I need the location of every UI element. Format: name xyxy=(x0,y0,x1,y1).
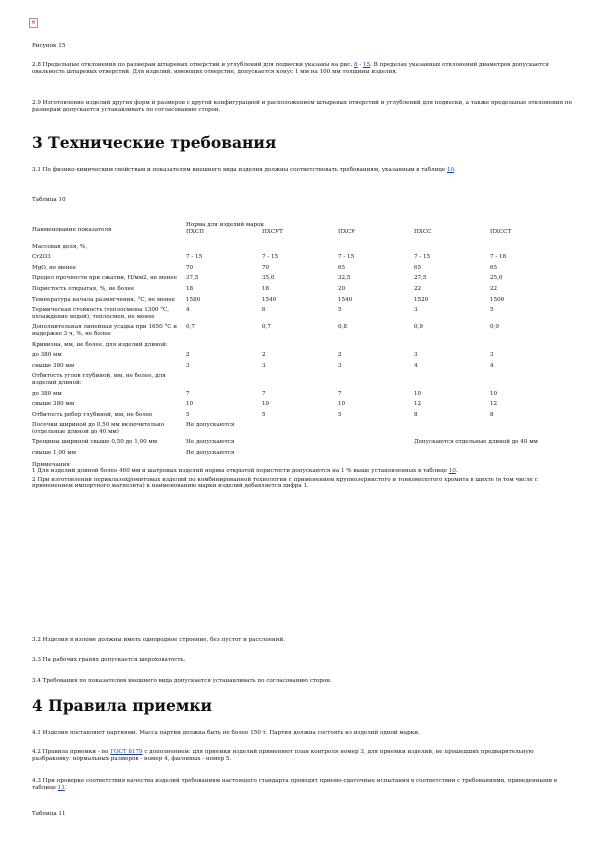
paragraph-3-2: 3.2 Изделия в изломе должны иметь однородное строение, без пустот и расслоений. xyxy=(32,637,285,643)
cell-value: 7 - 15 xyxy=(262,254,279,261)
section-4-heading: 4 Правила приемки xyxy=(32,696,213,715)
cell-value: 5 xyxy=(490,307,494,314)
cell-value: 10 xyxy=(338,401,346,408)
cell-value: 5 xyxy=(338,411,342,418)
cell-value: 6 xyxy=(262,307,266,314)
cell-value: 70 xyxy=(186,264,194,271)
table-row xyxy=(32,305,572,322)
cell-value: 65 xyxy=(338,264,346,271)
cell-value: 3 xyxy=(338,362,342,369)
row-label: до 380 мм xyxy=(32,352,62,359)
table-row xyxy=(32,350,572,361)
cell-value: 32,5 xyxy=(338,275,351,282)
cell-value: 27,5 xyxy=(414,275,427,282)
p43-text-a: 4.3 При проверке соответствия качества изделий требованиям настоящего стандарта проводят приемо-сдаточные испытания в соответствии с требованиями, приведенными в таблице xyxy=(32,778,558,792)
cell-value xyxy=(338,242,414,253)
cell-value: 1500 xyxy=(490,296,505,303)
note-1-text: 1 Для изделий длиной более 460 мм и шатровых изделий нормы открытой пористости допускаются на 1 % выше установленных в таблице xyxy=(32,468,449,475)
cell-value: 3 xyxy=(490,352,494,359)
row-label: Температура начала размягчения, °С, не менее xyxy=(32,296,175,303)
cell-value: 2 xyxy=(262,352,266,359)
table-row xyxy=(32,340,572,351)
p43-text-b: . xyxy=(64,785,67,792)
figure-caption: Рисунок 15 xyxy=(32,43,66,49)
cell-value: 0,9 xyxy=(490,324,499,331)
header-indicator-name: Наименование показателя xyxy=(32,227,112,233)
table-row xyxy=(32,371,572,388)
cell-value: 0,8 xyxy=(338,324,347,331)
table-10-caption: Таблица 10 xyxy=(32,197,66,203)
paragraph-4-1: 4.1 Изделия поставляют партиями. Масса партии должна быть не более 150 т. Партия должна состоять из изделий одной марки. xyxy=(32,730,420,736)
note-1-end: . xyxy=(455,468,458,475)
table-row xyxy=(32,410,572,421)
cell-value: 10 xyxy=(490,390,498,397)
row-label: MgO, не менее xyxy=(32,264,76,271)
cell-value xyxy=(262,371,338,388)
cell-value: 25,0 xyxy=(490,275,503,282)
p31-text-a: 3.1 По физико-химическим свойствам и показателям внешнего вида изделия должны соответствовать требованиям, указанным в таблице xyxy=(32,167,447,173)
cell-value: 0,9 xyxy=(414,324,423,331)
p42-text-a: 4.2 Правила приемки - по xyxy=(32,749,111,755)
row-label: свыше 380 мм xyxy=(32,362,75,369)
header-norm: Норма для изделий марок xyxy=(186,222,265,228)
cell-value: 65 xyxy=(414,264,422,271)
note-1 xyxy=(32,468,572,475)
cell-value: 5 xyxy=(186,411,190,418)
cell-value: 70 xyxy=(262,264,270,271)
cell-value: 3 xyxy=(414,307,418,314)
header-mark: ПХССТ xyxy=(490,228,512,235)
link-figure-15[interactable]: 15 xyxy=(362,62,371,68)
table-row xyxy=(32,399,572,410)
cell-value: 4 xyxy=(414,362,418,369)
cell-value xyxy=(490,242,572,253)
p31-text-b: . xyxy=(454,167,456,173)
cell-value: 4 xyxy=(186,307,190,314)
table-10 xyxy=(32,222,572,490)
cell-value: 10 xyxy=(414,390,422,397)
row-label: Посечки шириной до 0,50 мм включительно (отдельные длиной до 40 мм) xyxy=(32,422,165,435)
cell-value: 8 xyxy=(490,411,494,418)
cell-value: 2 xyxy=(338,352,342,359)
paragraph-3-3: 3.3 На рабочих гранях допускается шероховатость. xyxy=(32,657,186,663)
cell-value: 7 - 18 xyxy=(490,254,507,261)
cell-value xyxy=(338,371,414,388)
cell-value: 18 xyxy=(186,285,194,292)
cell-value: 10 xyxy=(186,401,194,408)
link-table-10[interactable]: 10 xyxy=(446,167,455,173)
cell-value: 3 xyxy=(186,362,190,369)
table-row xyxy=(32,284,572,295)
cell-value: 37,5 xyxy=(186,275,199,282)
table-row xyxy=(32,295,572,306)
p28-text-b: - xyxy=(357,62,363,68)
cell-value: 7 - 15 xyxy=(338,254,355,261)
paragraph-2-8 xyxy=(32,62,572,77)
table-row xyxy=(32,273,572,284)
cell-value xyxy=(338,340,414,351)
cell-value: 7 xyxy=(338,390,342,397)
cell-value xyxy=(414,242,490,253)
cell-value: 12 xyxy=(414,401,422,408)
cell-value: 35,0 xyxy=(262,275,275,282)
row-label: Cr2O3 xyxy=(32,254,51,261)
cell-value xyxy=(262,242,338,253)
cell-value: 0,7 xyxy=(186,324,195,331)
broken-image xyxy=(29,18,38,28)
paragraph-4-3 xyxy=(32,778,572,793)
cell-value: 2 xyxy=(186,352,190,359)
cell-value: Допускаются отдельные длиной до 40 мм xyxy=(414,439,538,446)
cell-value: 5 xyxy=(262,411,266,418)
cell-value xyxy=(490,340,572,351)
cell-value: 18 xyxy=(262,285,270,292)
p28-text-a: 2.8 Предельные отклонения по размерам штыревых отверстий и углублений для подвески указаны на рис. xyxy=(32,62,354,68)
cell-value: 1580 xyxy=(186,296,201,303)
row-label: Термическая стойкость (теплосмены 1300 °С, охлаждение водой), теплосмен, не менее xyxy=(32,307,170,320)
cell-value: 1520 xyxy=(414,296,429,303)
cell-value: Не допускаются xyxy=(186,439,235,446)
cell-value xyxy=(490,371,572,388)
cell-value: 4 xyxy=(490,362,494,369)
table-row xyxy=(32,389,572,400)
cell-value: 20 xyxy=(338,285,346,292)
cell-value xyxy=(414,340,490,351)
link-table-10-note[interactable]: 10 xyxy=(448,468,456,475)
notes-title: Примечания xyxy=(32,461,70,468)
table-11-caption: Таблица 11 xyxy=(32,811,66,817)
cell-value: 1540 xyxy=(338,296,353,303)
cell-value xyxy=(186,340,262,351)
header-mark: ПХСП xyxy=(186,228,205,235)
paragraph-2-9: 2.9 Изготовление изделий других форм и размеров с другой конфигурацией и расположением штыревых отверстий и углублений для подвески, а также предельные отклонения по размерам допускается устанавливать по согласованию сторон. xyxy=(32,100,572,114)
section-3-heading: 3 Технические требования xyxy=(32,133,277,152)
table-row xyxy=(32,252,572,263)
cell-value: 8 xyxy=(414,411,418,418)
cell-value xyxy=(262,340,338,351)
cell-value: 7 xyxy=(186,390,190,397)
header-mark: ПХСУТ xyxy=(262,228,283,235)
cell-value: 1540 xyxy=(262,296,277,303)
cell-value: 3 xyxy=(414,352,418,359)
cell-value: 3 xyxy=(262,362,266,369)
table-row xyxy=(32,242,572,253)
row-label: Массовая доля, %, xyxy=(32,243,88,250)
header-mark: ПХСУ xyxy=(338,228,356,235)
link-table-11[interactable]: 11 xyxy=(57,785,65,792)
row-label: Трещины шириной свыше 0,50 до 1,00 мм xyxy=(32,439,158,446)
table-row xyxy=(32,322,572,339)
broken-image-icon: × xyxy=(30,19,37,26)
cell-value: 7 xyxy=(262,390,266,397)
cell-value: 7 - 15 xyxy=(414,254,431,261)
cell-value: 65 xyxy=(490,264,498,271)
table-notes xyxy=(32,459,572,490)
cell-value: 0,7 xyxy=(262,324,271,331)
cell-value: 12 xyxy=(490,401,498,408)
row-label: Отбитость ребер глубиной, мм, не более xyxy=(32,411,153,418)
row-label: до 380 мм xyxy=(32,390,62,397)
cell-value xyxy=(414,371,490,388)
row-label: Пористость открытая, %, не более xyxy=(32,285,135,292)
header-mark: ПХСС xyxy=(414,228,432,235)
paragraph-4-2 xyxy=(32,749,572,764)
cell-value: 5 xyxy=(338,307,342,314)
paragraph-3-1 xyxy=(32,167,572,174)
paragraph-3-4: 3.4 Требования по показателям внешнего вида допускается устанавливать по согласованию сторон. xyxy=(32,678,332,684)
row-label: Дополнительная линейная усадка при 1650 °С и выдержке 3 ч, %, не более xyxy=(32,324,178,337)
cell-value xyxy=(186,242,262,253)
cell-value: Не допускаются xyxy=(186,422,235,429)
cell-value: Не допускаются xyxy=(186,450,235,457)
row-label: Кривизна, мм, не более, для изделий длиной: xyxy=(32,341,168,348)
link-gost-8179[interactable]: ГОСТ 8179 xyxy=(110,749,143,755)
cell-value: 7 - 15 xyxy=(186,254,203,261)
p28-text-c: . В пределах указанных отклонений диаметров допускается овальность штыревых отверстий. Для изделий, имеющих отверстие, допускается конус 1 мм на 100 мм толщины изделия. xyxy=(32,62,549,76)
cell-value: 22 xyxy=(490,285,498,292)
link-figure-8[interactable]: 8 xyxy=(353,62,358,68)
cell-value: 10 xyxy=(262,401,270,408)
row-label: свыше 1,00 мм xyxy=(32,450,76,457)
row-label: Предел прочности при сжатии, Н/мм2, не менее xyxy=(32,275,178,282)
row-label: свыше 380 мм xyxy=(32,401,75,408)
cell-value xyxy=(186,371,262,388)
cell-value: 22 xyxy=(414,285,422,292)
row-label: Отбитость углов глубиной, мм, не более, для изделий длиной: xyxy=(32,373,166,386)
table-row xyxy=(32,263,572,274)
note-2: 2 При изготовлении периклазохромитовых изделий по комбинированной технологии с применением крупнозернистого и тонкомолотого хромита в шихте (в том числе с применением импортного магнезита) к наименованию марки изделий добавляется цифра 1. xyxy=(32,476,538,490)
p42-text-b: с дополнением: для приемки изделий применяют план контроля номер 3, для приемки изделий, не прошедших предварительную разбраковку: нормальных размеров - номер 4, фасонных - номер 5. xyxy=(32,749,534,763)
table-row xyxy=(32,361,572,372)
